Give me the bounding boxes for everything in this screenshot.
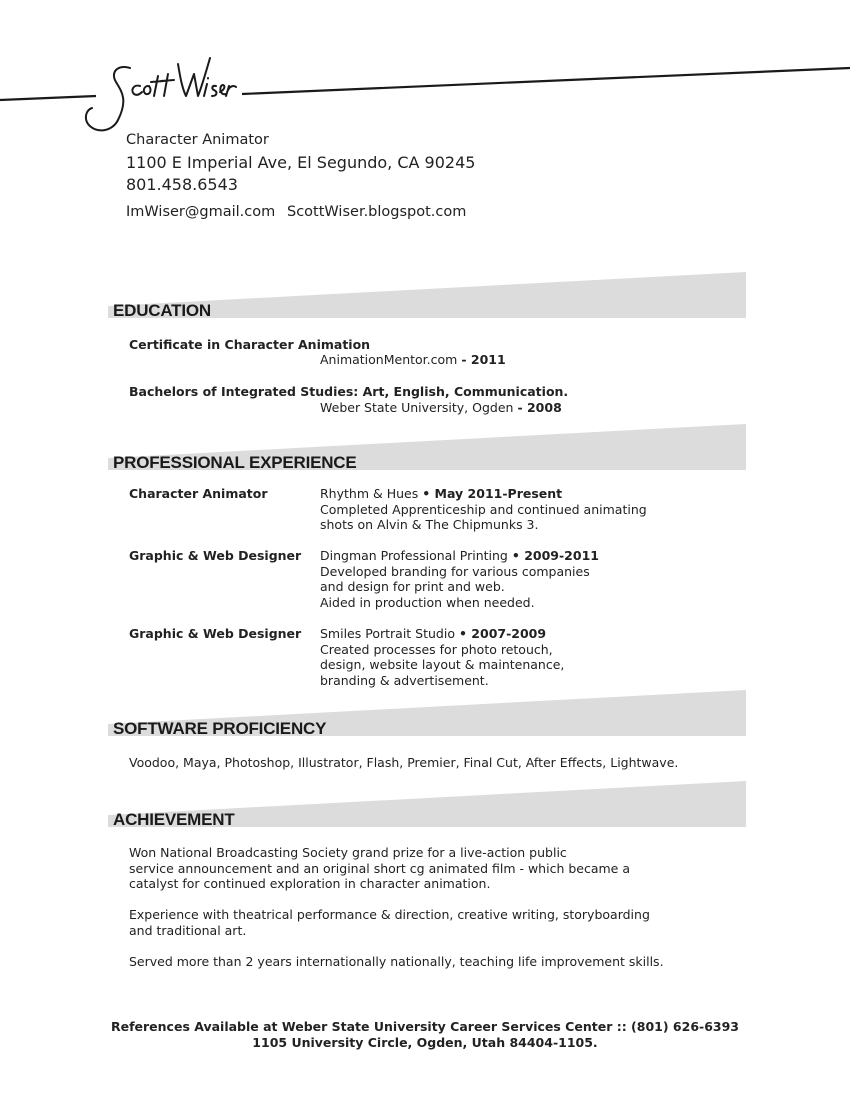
experience-dates: • 2007-2009: [458, 626, 547, 641]
section-band-achievement: [108, 781, 746, 827]
achievement-line: Experience with theatrical performance & direction, creative writing, storyboarding: [129, 907, 650, 922]
section-title-software: SOFTWARE PROFICIENCY: [113, 719, 327, 738]
job-role: Character Animator: [126, 132, 269, 148]
experience-role: Graphic & Web Designer: [129, 626, 302, 641]
achievement-line: service announcement and an original short cg animated film - which became a: [129, 860, 631, 876]
section-title-experience: PROFESSIONAL EXPERIENCE: [113, 453, 357, 472]
achievement-paragraph: [129, 845, 630, 892]
achievement-line: catalyst for continued exploration in character animation.: [129, 876, 491, 891]
achievement-line: Served more than 2 years internationally nationally, teaching life improvement skills.: [129, 954, 664, 969]
experience-description-line: branding & advertisement.: [320, 672, 489, 688]
blog-link[interactable]: ScottWiser.blogspot.com: [287, 204, 467, 220]
education-school-line: [320, 352, 506, 367]
phone: 801.458.6543: [126, 175, 238, 194]
references-address: 1105 University Circle, Ogden, Utah 84404-1105.: [252, 1035, 598, 1050]
software-list: Voodoo, Maya, Photoshop, Illustrator, Flash, Premier, Final Cut, After Effects, Lightwave.: [129, 755, 679, 770]
references-line: References Available at Weber State University Career Services Center :: (801) 626-6393: [111, 1019, 739, 1034]
experience-description-line: Developed branding for various companies: [320, 563, 590, 579]
education-school-line: [320, 400, 562, 415]
experience-description-line: Aided in production when needed.: [320, 594, 535, 610]
education-school: Weber State University, Ogden: [320, 400, 514, 415]
section-title-education: EDUCATION: [113, 301, 211, 320]
experience-description-line: Completed Apprenticeship and continued animating: [320, 501, 647, 517]
email-link[interactable]: ImWiser@gmail.com: [126, 204, 276, 220]
experience-description-line: shots on Alvin & The Chipmunks 3.: [320, 517, 539, 532]
section-band-education: [108, 272, 746, 318]
experience-detail: [320, 626, 564, 688]
education-year: - 2011: [461, 352, 506, 367]
education-degree: Certificate in Character Animation: [129, 337, 371, 352]
address: 1100 E Imperial Ave, El Segundo, CA 90245: [126, 153, 476, 172]
achievement-paragraph: [129, 954, 664, 970]
experience-description-line: Created processes for photo retouch,: [320, 641, 553, 657]
education-degree: Bachelors of Integrated Studies: Art, English, Communication.: [129, 384, 569, 399]
education-year: - 2008: [517, 400, 562, 415]
experience-detail: [320, 486, 647, 533]
section-band-experience: [108, 424, 746, 470]
education-school: AnimationMentor.com: [320, 352, 458, 367]
achievement-paragraph: [129, 907, 650, 938]
achievement-line: Won National Broadcasting Society grand prize for a live-action public: [129, 845, 567, 860]
experience-description-line: and design for print and web.: [320, 579, 505, 594]
experience-role: Character Animator: [129, 486, 268, 501]
experience-company: Dingman Professional Printing: [320, 548, 508, 563]
achievement-line: and traditional art.: [129, 922, 247, 938]
experience-company: Rhythm & Hues: [320, 486, 419, 501]
experience-description-line: design, website layout & maintenance,: [320, 657, 565, 672]
signature-header: [0, 50, 850, 140]
experience-dates: • 2009-2011: [511, 548, 599, 563]
signature-logo: [86, 58, 236, 130]
experience-role: Graphic & Web Designer: [129, 548, 302, 563]
experience-dates: • May 2011-Present: [422, 486, 563, 501]
experience-company: Smiles Portrait Studio: [320, 626, 455, 641]
section-title-achievement: ACHIEVEMENT: [113, 810, 235, 829]
section-band-software: [108, 690, 746, 736]
experience-detail: [320, 548, 599, 610]
